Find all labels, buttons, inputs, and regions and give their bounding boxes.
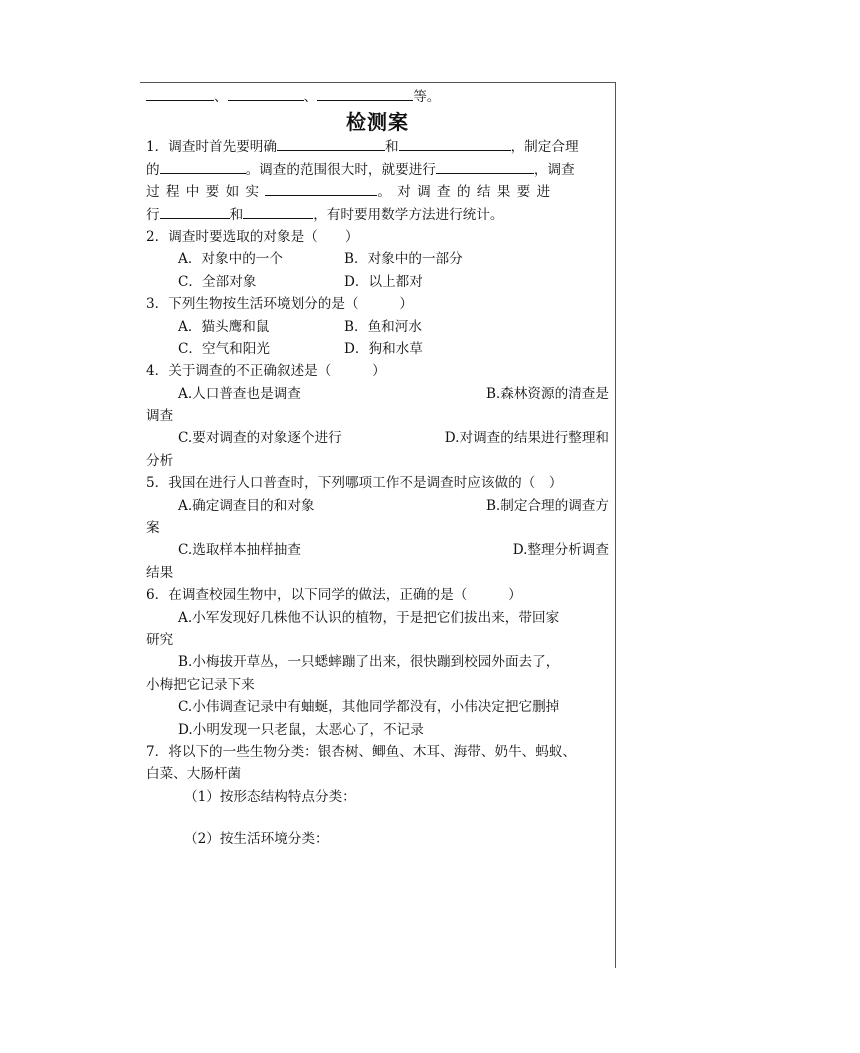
q7-part-1: （1）按形态结构特点分类：: [184, 788, 356, 805]
answer-blank[interactable]: [146, 86, 214, 101]
answer-blank[interactable]: [317, 86, 413, 101]
option-b[interactable]: B.制定合理的调查方: [485, 497, 609, 514]
q6-stem: 6．在调查校园生物中，以下同学的做法，正确的是（ ）: [146, 587, 522, 604]
option-d[interactable]: D．以上都对: [344, 273, 423, 290]
q7-stem-continued: 白菜、大肠杆菌: [146, 766, 242, 783]
answer-blank[interactable]: [399, 136, 511, 151]
q6-option-a-continued: 研究: [146, 631, 174, 648]
option-c[interactable]: C．空气和阳光: [178, 340, 270, 357]
q2-options-row-1: [146, 248, 609, 270]
option-a[interactable]: A.确定调查目的和对象: [178, 497, 315, 514]
q7-part-2: （2）按生活环境分类：: [184, 831, 329, 848]
q3-options-row-2: [146, 338, 609, 360]
q5-option-d-continued: 结果: [146, 564, 174, 581]
option-a[interactable]: A.小军发现好几株他不认识的植物，于是把它们拔出来，带回家: [178, 609, 560, 626]
q5-options-row-2: [146, 539, 609, 561]
answer-blank[interactable]: [277, 136, 385, 151]
option-d[interactable]: D.对调查的结果进行整理和: [444, 430, 609, 447]
q1-line-3: 过程中要如实 。对调查的结果要进: [146, 181, 609, 203]
answer-blank[interactable]: [228, 86, 304, 101]
q2-stem: 2．调查时要选取的对象是（ ）: [146, 228, 359, 245]
q4-options-row-2: [146, 427, 609, 449]
option-d[interactable]: D.整理分析调查: [512, 542, 609, 559]
q3-stem: 3．下列生物按生活环境划分的是（ ）: [146, 296, 413, 313]
answer-blank[interactable]: [160, 204, 230, 219]
q4-option-d-continued: 分析: [146, 452, 174, 469]
table-right-border: [615, 82, 616, 968]
answer-blank[interactable]: [265, 181, 377, 196]
table-top-border: [140, 82, 616, 83]
worksheet-content: [146, 86, 609, 851]
option-b[interactable]: B.森林资源的清查是: [485, 385, 609, 402]
option-c[interactable]: C.要对调查的对象逐个进行: [178, 430, 342, 447]
page-title: 检测案: [346, 110, 409, 135]
option-c[interactable]: C.小伟调查记录中有蚰蜒，其他同学都没有，小伟决定把它删掉: [178, 699, 560, 716]
q1-line-1: 1．调查时首先要明确 和 ，制定合理: [146, 136, 609, 158]
option-b[interactable]: B．鱼和河水: [344, 318, 422, 335]
q1-line-2: 的 。调查的范围很大时，就要进行 ，调查: [146, 159, 609, 181]
answer-space[interactable]: [146, 808, 609, 828]
option-d[interactable]: D．狗和水草: [344, 340, 423, 357]
answer-blank[interactable]: [243, 204, 313, 219]
q1-line-4: 行 和 ，有时要用数学方法进行统计。: [146, 204, 609, 226]
q2-options-row-2: [146, 271, 609, 293]
q5-option-b-continued: 案: [146, 520, 160, 537]
option-b[interactable]: B.小梅拔开草丛，一只蟋蟀蹦了出来，很快蹦到校园外面去了，: [178, 654, 560, 671]
q7-stem: 7．将以下的一些生物分类：银杏树、鲫鱼、木耳、海带、奶牛、蚂蚁、: [146, 743, 577, 760]
option-a[interactable]: A．猫头鹰和鼠: [178, 318, 270, 335]
q4-stem: 4．关于调查的不正确叙述是（ ）: [146, 363, 386, 380]
option-d[interactable]: D.小明发现一只老鼠，太恶心了，不记录: [178, 721, 424, 738]
answer-blank[interactable]: [436, 159, 534, 174]
option-c[interactable]: C．全部对象: [178, 273, 257, 290]
carryover-line: 、 、 等。: [146, 86, 609, 108]
q5-stem: 5．我国在进行人口普查时，下列哪项工作不是调查时应该做的（ ）: [146, 475, 563, 492]
option-c[interactable]: C.选取样本抽样抽查: [178, 542, 301, 559]
option-b[interactable]: B．对象中的一部分: [344, 251, 463, 268]
option-a[interactable]: A.人口普查也是调查: [178, 385, 301, 402]
q3-options-row-1: [146, 316, 609, 338]
q4-option-b-continued: 调查: [146, 408, 174, 425]
option-a[interactable]: A．对象中的一个: [178, 251, 283, 268]
answer-blank[interactable]: [160, 159, 246, 174]
q4-options-row-1: [146, 383, 609, 405]
q5-options-row-1: [146, 495, 609, 517]
q6-option-b-continued: 小梅把它记录下来: [146, 676, 255, 693]
